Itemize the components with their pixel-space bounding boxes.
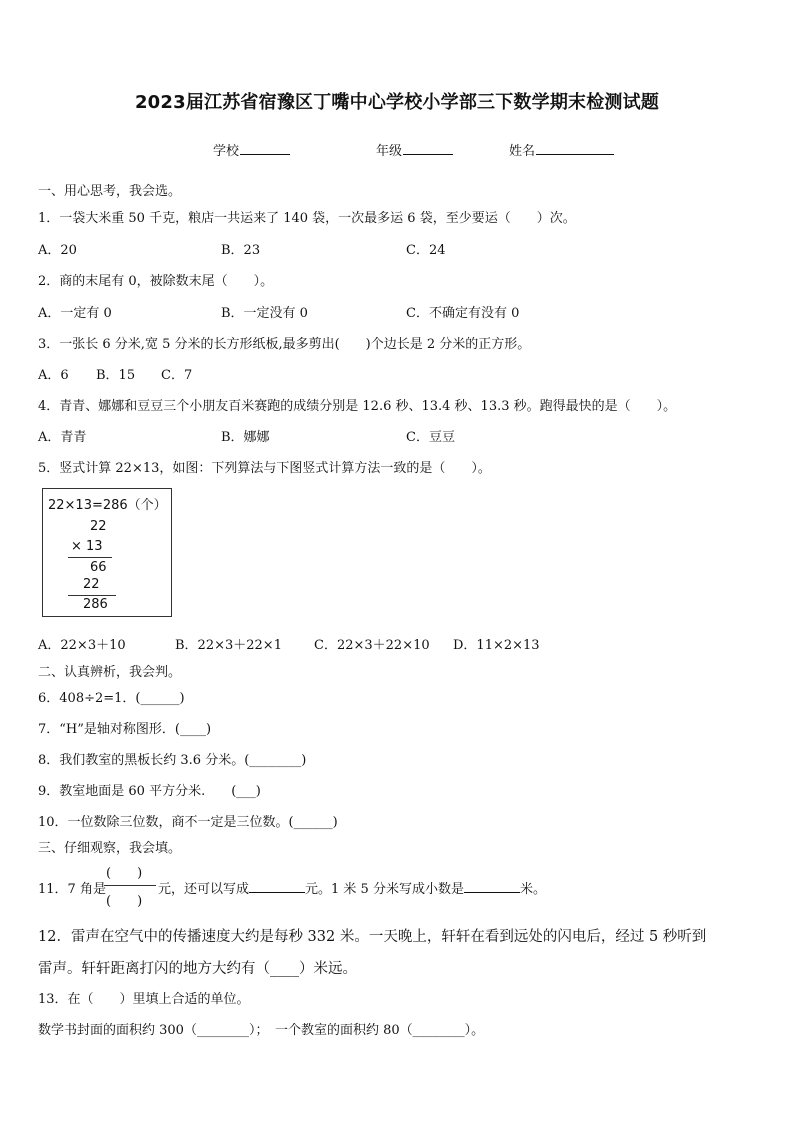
- q4-option-c[interactable]: C．豆豆: [406, 430, 455, 445]
- question-11-prefix: 11．7 角是: [38, 882, 106, 897]
- section-3-heading: 三、仔细观察，我会填。: [38, 841, 182, 856]
- q1-option-a[interactable]: A．20: [38, 243, 77, 258]
- q11-numerator-blank[interactable]: ( ): [106, 866, 143, 881]
- school-field: [213, 140, 290, 159]
- question-11-rest: [158, 878, 546, 897]
- exam-title: 2023届江苏省宿豫区丁嘴中心学校小学部三下数学期末检测试题: [134, 92, 660, 113]
- name-blank[interactable]: [536, 142, 614, 155]
- school-label: 学校: [213, 144, 240, 159]
- q11-fraction[interactable]: [104, 862, 156, 910]
- calc-partial-1: 66: [90, 560, 107, 575]
- q1-option-b[interactable]: B．23: [221, 243, 261, 258]
- q5-option-b[interactable]: B．22×3＋22×1: [175, 638, 282, 653]
- question-2: 2．商的末尾有 0，被除数末尾（ ）。: [38, 274, 274, 289]
- vertical-calculation-box: [42, 488, 172, 617]
- q11-mid2-text: 元。1 米 5 分米写成小数是: [305, 882, 464, 897]
- name-field: [509, 140, 614, 159]
- q11-yuan-blank[interactable]: [249, 880, 305, 893]
- q3-option-b[interactable]: B．15: [96, 368, 136, 383]
- q11-meter-blank[interactable]: [464, 880, 520, 893]
- question-8[interactable]: 8．我们教室的黑板长约 3.6 分米。(________): [38, 753, 307, 768]
- question-5: 5．竖式计算 22×13，如图：下列算法与下图竖式计算方法一致的是（ ）。: [38, 461, 491, 476]
- calc-header: 22×13=286（个）: [48, 498, 167, 513]
- question-6[interactable]: 6．408÷2=1．(______): [38, 691, 185, 706]
- q5-option-a[interactable]: A．22×3＋10: [38, 638, 126, 653]
- q5-option-d[interactable]: D．11×2×13: [453, 638, 540, 653]
- calc-rule-2: [68, 595, 116, 596]
- q3-option-a[interactable]: A．6: [38, 368, 69, 383]
- calc-multiplicand: 22: [90, 519, 107, 534]
- question-9[interactable]: 9．教室地面是 60 平方分米. (___): [38, 784, 261, 799]
- grade-blank[interactable]: [403, 142, 453, 155]
- calc-result: 286: [83, 597, 108, 612]
- question-12-line-1: 12．雷声在空气中的传播速度大约是每秒 332 米。一天晚上，轩轩在看到远处的闪电后，经过 5 秒听到: [38, 929, 707, 945]
- q5-option-c[interactable]: C．22×3＋22×10: [314, 638, 430, 653]
- calc-multiplier: × 13: [71, 539, 103, 554]
- question-12-line-2[interactable]: 雷声。轩轩距离打闪的地方大约有（____）米远。: [38, 961, 357, 977]
- calc-rule-1: [68, 557, 112, 558]
- q2-option-a[interactable]: A．一定有 0: [38, 306, 112, 321]
- section-1-heading: 一、用心思考，我会选。: [38, 184, 182, 199]
- q4-option-a[interactable]: A．青青: [38, 430, 87, 445]
- q2-option-c[interactable]: C．不确定有没有 0: [406, 306, 520, 321]
- question-1: 1．一袋大米重 50 千克，粮店一共运来了 140 袋，一次最多运 6 袋，至少要运（ ）次。: [38, 211, 576, 226]
- question-7[interactable]: 7．“H”是轴对称图形．(____): [38, 722, 212, 737]
- q11-end-text: 米。: [519, 882, 546, 897]
- q4-option-b[interactable]: B．娜娜: [221, 430, 270, 445]
- question-13-items[interactable]: 数学书封面的面积约 300（________）； 一个教室的面积约 80（________）。: [38, 1023, 485, 1038]
- name-label: 姓名: [509, 144, 536, 159]
- q11-fraction-bar: [104, 885, 156, 886]
- q1-option-c[interactable]: C．24: [406, 243, 446, 258]
- calc-partial-2: 22: [83, 577, 100, 592]
- grade-label: 年级: [376, 144, 403, 159]
- q3-option-c[interactable]: C．7: [161, 368, 193, 383]
- question-4: 4．青青、娜娜和豆豆三个小朋友百米赛跑的成绩分别是 12.6 秒、13.4 秒、13.3 秒。跑得最快的是（ ）。: [38, 399, 677, 414]
- section-2-heading: 二、认真辨析，我会判。: [38, 665, 182, 680]
- grade-field: [376, 140, 453, 159]
- question-10[interactable]: 10．一位数除三位数，商不一定是三位数。(______): [38, 815, 338, 830]
- question-3: 3．一张长 6 分米,宽 5 分米的长方形纸板,最多剪出( )个边长是 2 分米的正方形。: [38, 337, 531, 352]
- q11-mid-text: 元，还可以写成: [158, 882, 250, 897]
- q2-option-b[interactable]: B．一定没有 0: [221, 306, 308, 321]
- q11-denominator-blank[interactable]: ( ): [106, 894, 143, 909]
- question-13: 13．在（ ）里填上合适的单位。: [38, 992, 250, 1007]
- school-blank[interactable]: [240, 142, 290, 155]
